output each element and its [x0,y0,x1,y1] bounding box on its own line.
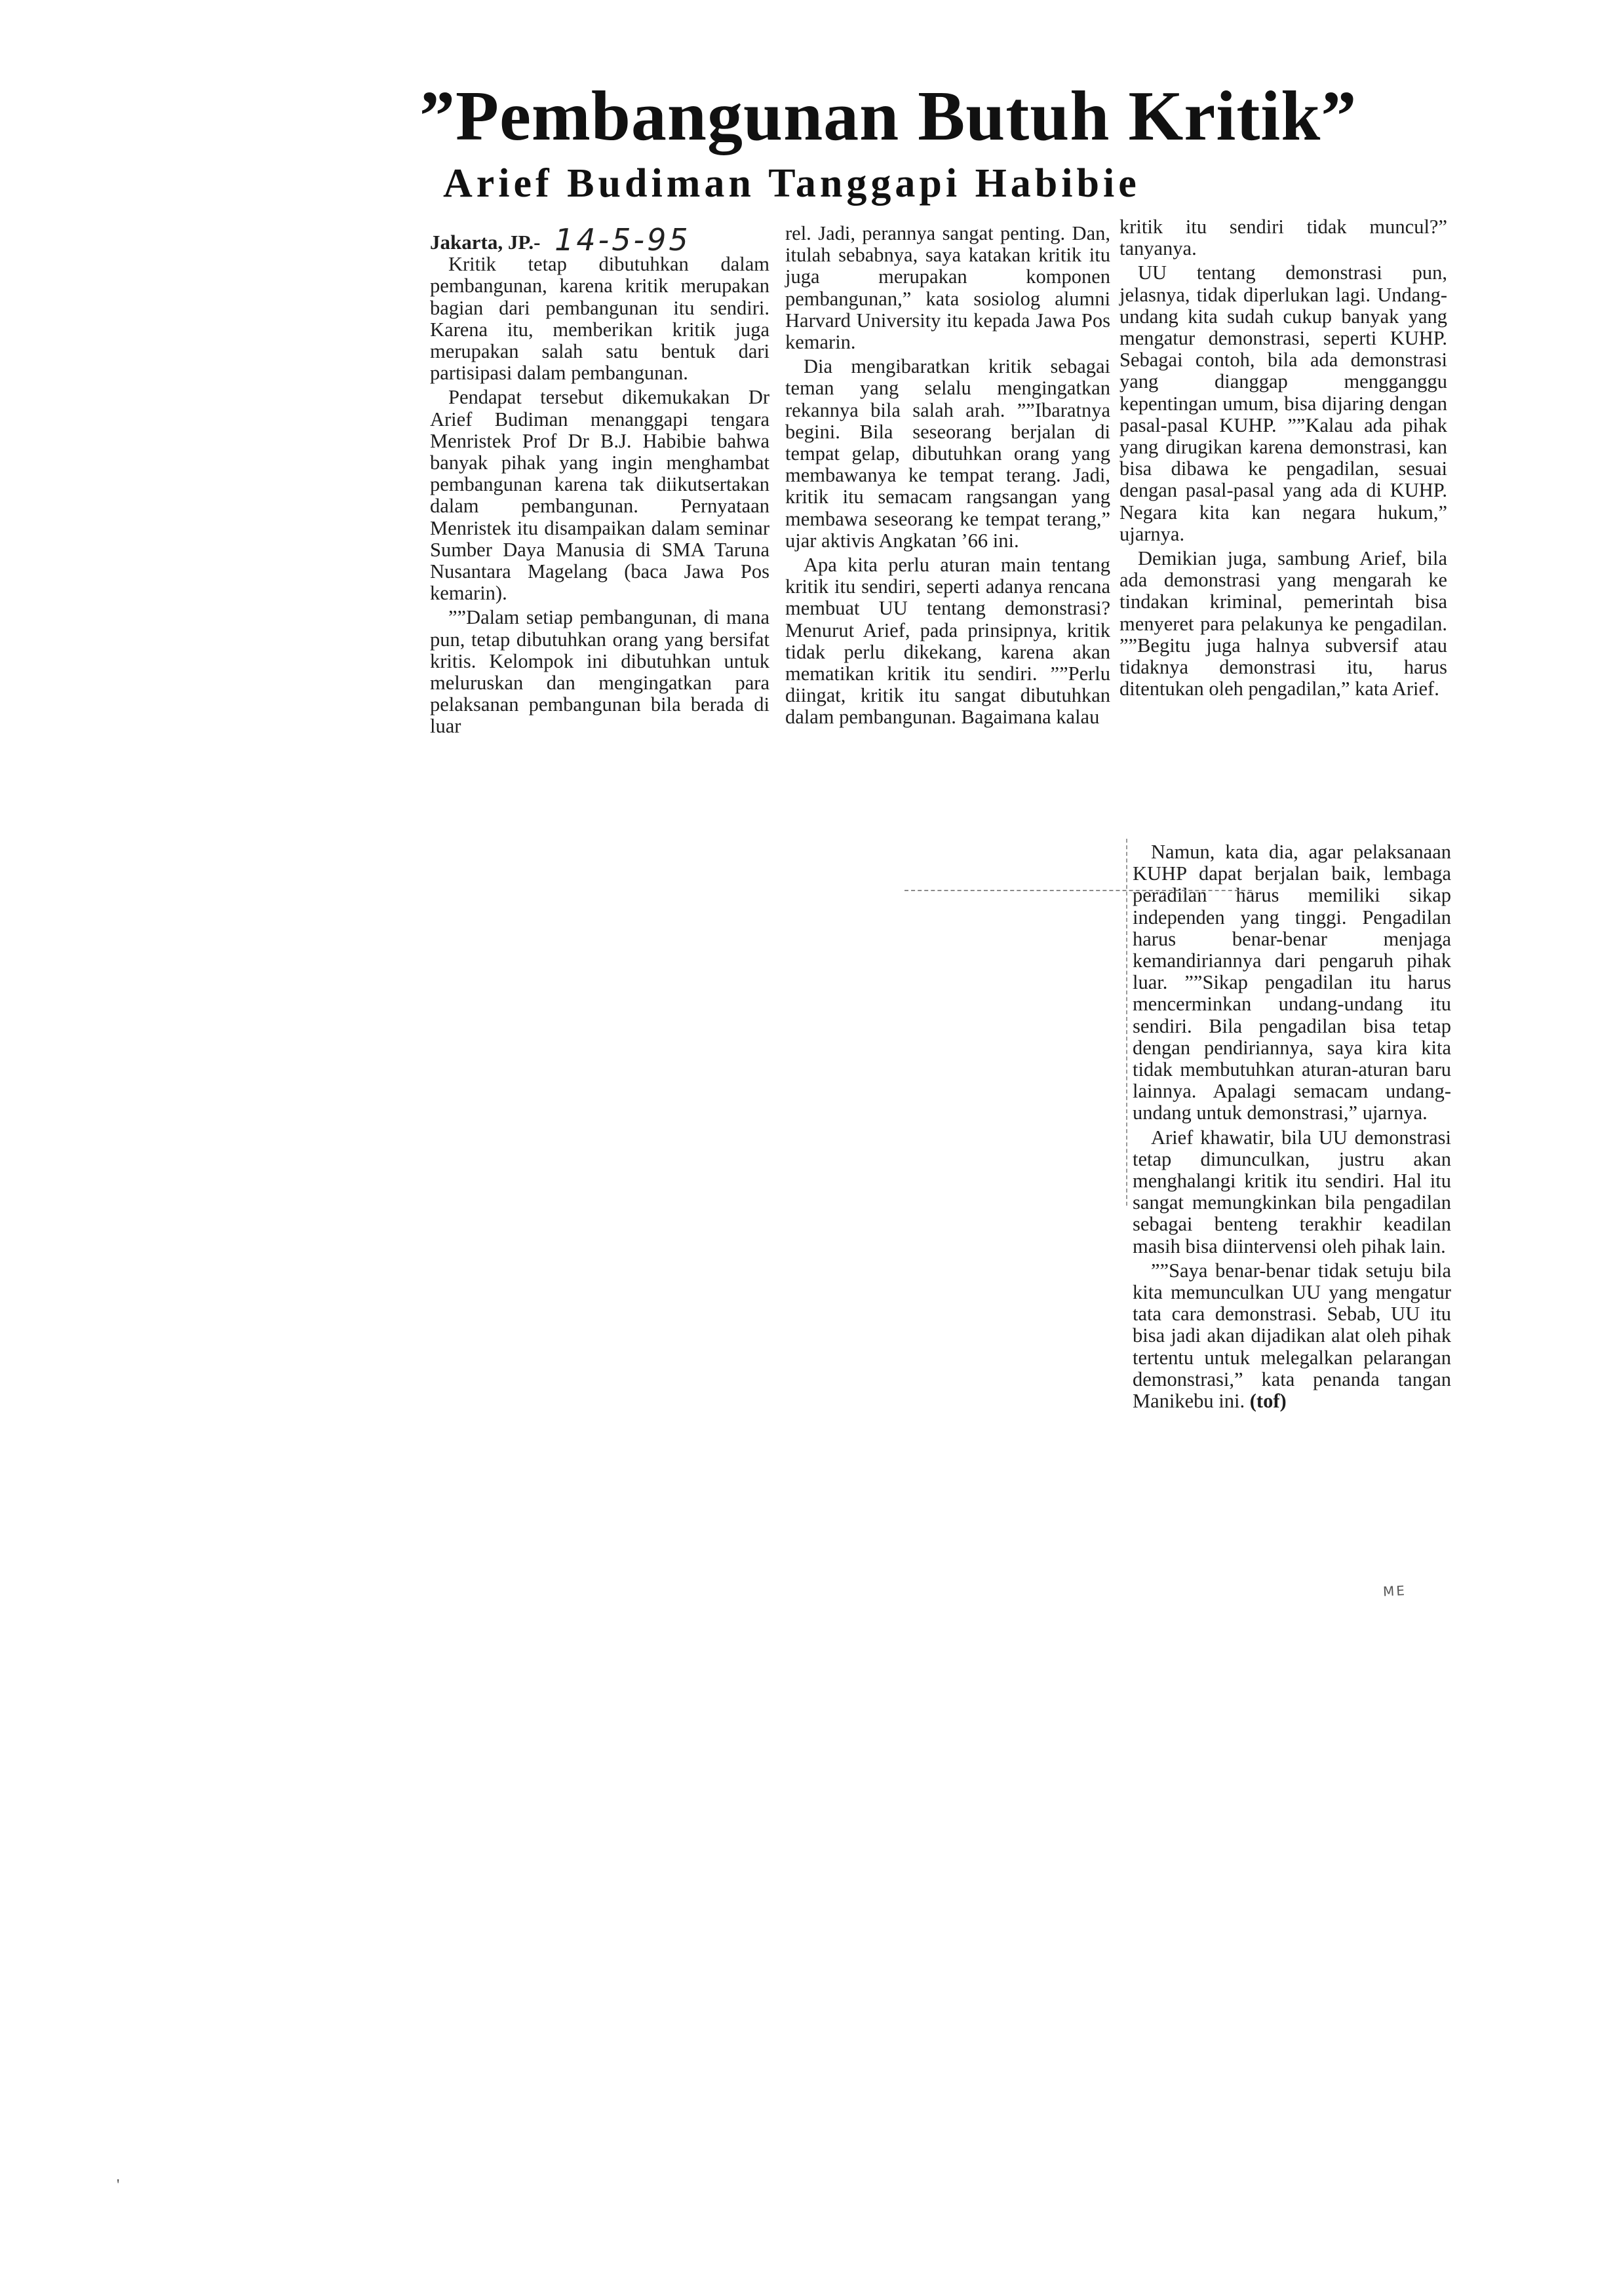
paragraph: kritik itu sendiri tidak muncul?” tanyanya. [1119,216,1447,260]
paragraph: Dia mengibaratkan kritik sebagai teman yang selalu mengingatkan rekannya bila salah arah. ””Ibaratnya begini. Bila seseorang berjalan di tempat gelap, dibutuhkan orang yang membawanya ke tempat terang. Jadi, kritik itu semacam rangsangan yang membawa seseorang ke tempat terang,” ujar aktivis Angkatan ’66 ini. [785,355,1110,552]
paragraph: Arief khawatir, bila UU demonstrasi tetap dimunculkan, justru akan menghalangi kritik itu sendiri. Hal itu sangat memungkinkan bila pengadilan sebagai benteng terakhir keadilan masih bisa diintervensi oleh pihak lain. [1133,1126,1451,1257]
paragraph: Kritik tetap dibutuhkan dalam pembangunan, karena kritik merupakan bagian dari pembangunan itu sendiri. Karena itu, memberikan kritik juga merupakan salah satu bentuk dari partisipasi dalam pembangunan. [430,253,769,385]
column-divider-rule [905,890,1252,891]
dateline-row [430,222,769,258]
subheadline: Arief Budiman Tanggapi Habibie [443,161,1140,206]
closing-quote-text: ””Saya benar-benar tidak setuju bila kita memunculkan UU yang mengatur tata cara demonstrasi. Sebab, UU itu bisa jadi akan dijadikan alat oleh pihak tertentu untuk melegalkan pelarangan demonstrasi,” kata penanda tangan Manikebu ini. [1133,1259,1451,1413]
paragraph: UU tentang demonstrasi pun, jelasnya, tidak diperlukan lagi. Undang-undang kita sudah cukup banyak yang mengatur demonstrasi, seperti KUHP. Sebagai contoh, bila ada demonstrasi yang dianggap mengganggu kepentingan umum, bisa dijaring dengan pasal-pasal KUHP. ””Kalau ada pihak yang dirugikan karena demonstrasi, kan bisa dibawa ke pengadilan, sesuai dengan pasal-pasal yang ada di KUHP. Negara kita kan negara hukum,” ujarnya. [1119,261,1447,545]
article-column-1 [430,222,769,740]
article-column-3 [1119,216,1447,702]
paragraph: rel. Jadi, perannya sangat penting. Dan, itulah sebabnya, saya katakan kritik itu juga merupakan komponen pembangunan,” kata sosiolog alumni Harvard University itu kepada Jawa Pos kemarin. [785,222,1110,354]
clipping-edge-rule [1126,839,1127,1206]
headline: ”Pembangunan Butuh Kritik” [419,77,1357,155]
dateline: Jakarta, JP.- [430,231,541,254]
paragraph [1133,1260,1451,1412]
paragraph: Apa kita perlu aturan main tentang kritik itu sendiri, seperti adanya rencana membuat UU tentang demonstrasi? Menurut Arief, pada prinsipnya, kritik tidak perlu dikekang, karena akan mematikan kritik itu sendiri. ””Perlu diingat, kritik itu sangat dibutuhkan dalam pembangunan. Bagaimana kalau [785,554,1110,729]
scan-speck: ' [117,2177,120,2194]
article-column-3-continued [1133,841,1451,1415]
handwritten-date: 14-5-95 [555,222,691,258]
paragraph: ””Dalam setiap pembangunan, di mana pun, tetap dibutuhkan orang yang bersifat kritis. Kelompok ini dibutuhkan untuk meluruskan dan mengingatkan para pelaksanan pembangunan bila berada di luar [430,606,769,738]
paragraph: Pendapat tersebut dikemukakan Dr Arief Budiman menanggapi tengara Menristek Prof Dr B.J. Habibie bahwa banyak pihak yang ingin menghambat pembangunan karena tak diikutsertakan dalam pembangunan. Pernyataan Menristek itu disampaikan dalam seminar Sumber Daya Manusia di SMA Taruna Nusantara Magelang (baca Jawa Pos kemarin). [430,386,769,605]
archive-stamp: ME [1382,1582,1407,1599]
paragraph: Namun, kata dia, agar pelaksanaan KUHP dapat berjalan baik, lembaga peradilan harus memiliki sikap independen yang tinggi. Pengadilan harus benar-benar menjaga kemandiriannya dari pengaruh pihak luar. ””Sikap pengadilan itu harus mencerminkan undang-undang itu sendiri. Bila pengadilan bisa tetap dengan pendiriannya, saya kira kita tidak membutuhkan aturan-aturan baru lainnya. Apalagi semacam undang-undang untuk demonstrasi,” ujarnya. [1133,841,1451,1124]
paragraph: Demikian juga, sambung Arief, bila ada demonstrasi yang mengarah ke tindakan kriminal, pemerintah bisa menyeret para pelakunya ke pengadilan. ””Begitu juga halnya subversif atau tidaknya demonstrasi itu, harus ditentukan oleh pengadilan,” kata Arief. [1119,547,1447,700]
byline: (tof) [1249,1390,1287,1413]
article-column-2 [785,223,1110,731]
